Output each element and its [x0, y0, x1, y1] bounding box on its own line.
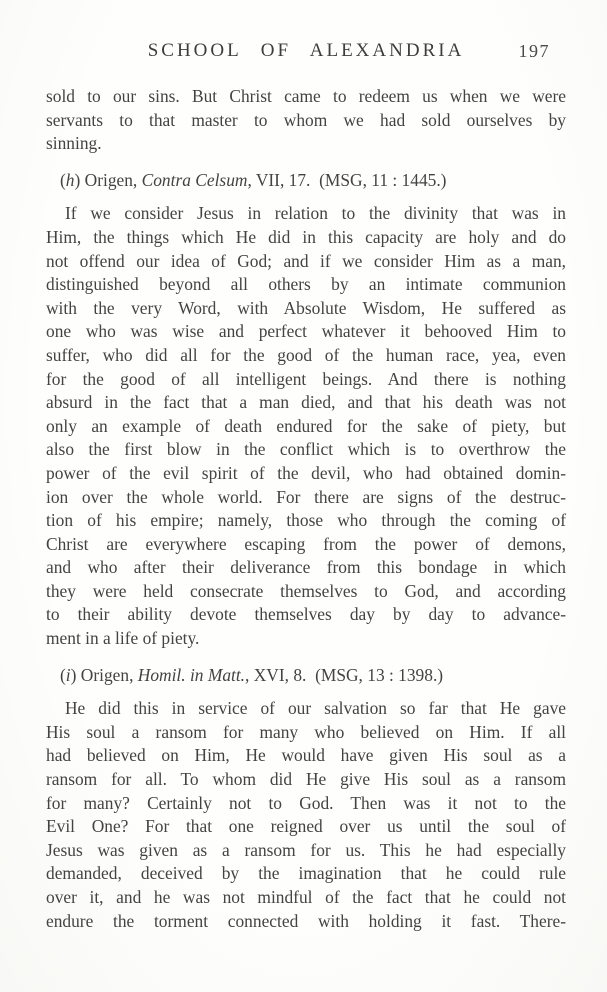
citation-text: ) Origen,	[74, 169, 142, 190]
text-line: not offend our idea of God; and if we consider Him as a man,	[46, 250, 566, 271]
citation-italic-text: h	[65, 169, 75, 190]
citation-text: (	[60, 169, 66, 190]
citation-text: (	[60, 664, 66, 685]
text-line: to their ability devote themselves day by day to advance-	[46, 604, 566, 625]
text-line: also the first blow in the conflict which is to overthrow the	[46, 439, 566, 460]
paragraph-continuation	[46, 85, 566, 156]
page-body	[46, 85, 566, 933]
citation-text: , XVI, 8. (MSG, 13 : 1398.)	[245, 664, 444, 685]
text-line: one who was wise and perfect whatever it behooved Him to	[46, 321, 566, 342]
text-line: servants to that master to whom we had sold ourselves by	[46, 109, 566, 130]
citation-origen-contra-celsum	[46, 169, 566, 193]
text-line: His soul a ransom for many who believed on Him. If all	[46, 721, 566, 742]
text-line: If we consider Jesus in relation to the divinity that was in	[65, 203, 566, 224]
text-line: over it, and he was not mindful of the fact that he could not	[46, 887, 566, 907]
text-line: power of the evil spirit of the devil, who had obtained domin-	[46, 462, 566, 483]
text-line: sinning.	[46, 133, 102, 154]
paragraph-homil-in-matt-excerpt	[46, 697, 566, 933]
text-line: absurd in the fact that a man died, and that his death was not	[46, 392, 566, 413]
citation-italic-text: Contra Celsum	[141, 169, 248, 190]
running-title: SCHOOL OF ALEXANDRIA	[147, 40, 465, 61]
citation-text: , VII, 17. (MSG, 11 : 1445.)	[247, 169, 447, 190]
text-line: only an example of death endured for the sake of piety, but	[46, 415, 566, 436]
text-line: tion of his empire; namely, those who through the coming of	[46, 510, 566, 531]
text-line: suffer, who did all for the good of the human race, yea, even	[46, 344, 566, 365]
text-line: Him, the things which He did in this capacity are holy and do	[46, 226, 566, 247]
page-header	[46, 40, 566, 64]
text-line: they were held consecrate themselves to God, and according	[46, 580, 566, 601]
text-block	[46, 0, 566, 933]
text-line: ransom for all. To whom did He give His soul as a ransom	[46, 769, 566, 790]
text-line: Evil One? For that one reigned over us until the soul of	[46, 816, 566, 837]
text-line: ion over the whole world. For there are signs of the destruc-	[46, 486, 566, 507]
page-number: 197	[518, 41, 550, 61]
text-line: for many? Certainly not to God. Then was it not to the	[46, 792, 566, 813]
paragraph-contra-celsum-excerpt	[46, 202, 566, 650]
text-line: had believed on Him, He would have given His soul as a	[46, 745, 566, 766]
citation-text: ) Origen,	[70, 664, 138, 685]
text-line: distinguished beyond all others by an intimate communion	[46, 274, 566, 295]
text-line: for the good of all intelligent beings. And there is nothing	[46, 368, 566, 389]
text-line: demanded, deceived by the imagination that he could rule	[46, 863, 566, 884]
text-line: He did this in service of our salvation so far that He gave	[65, 698, 566, 719]
text-line: and who after their deliverance from this bondage in which	[46, 557, 566, 578]
text-line: with the very Word, with Absolute Wisdom, He suffered as	[46, 297, 566, 318]
citation-origen-homil-in-matt	[46, 664, 566, 688]
text-line: sold to our sins. But Christ came to redeem us when we were	[46, 86, 566, 106]
text-line: endure the torment connected with holding it fast. There-	[46, 910, 566, 931]
text-line: Jesus was given as a ransom for us. This he had especially	[46, 839, 566, 860]
citation-italic-text: Homil. in Matt.	[137, 664, 246, 685]
text-line: ment in a life of piety.	[46, 628, 200, 649]
citation-italic-text: i	[65, 664, 71, 685]
text-line: Christ are everywhere escaping from the power of demons,	[46, 533, 566, 554]
